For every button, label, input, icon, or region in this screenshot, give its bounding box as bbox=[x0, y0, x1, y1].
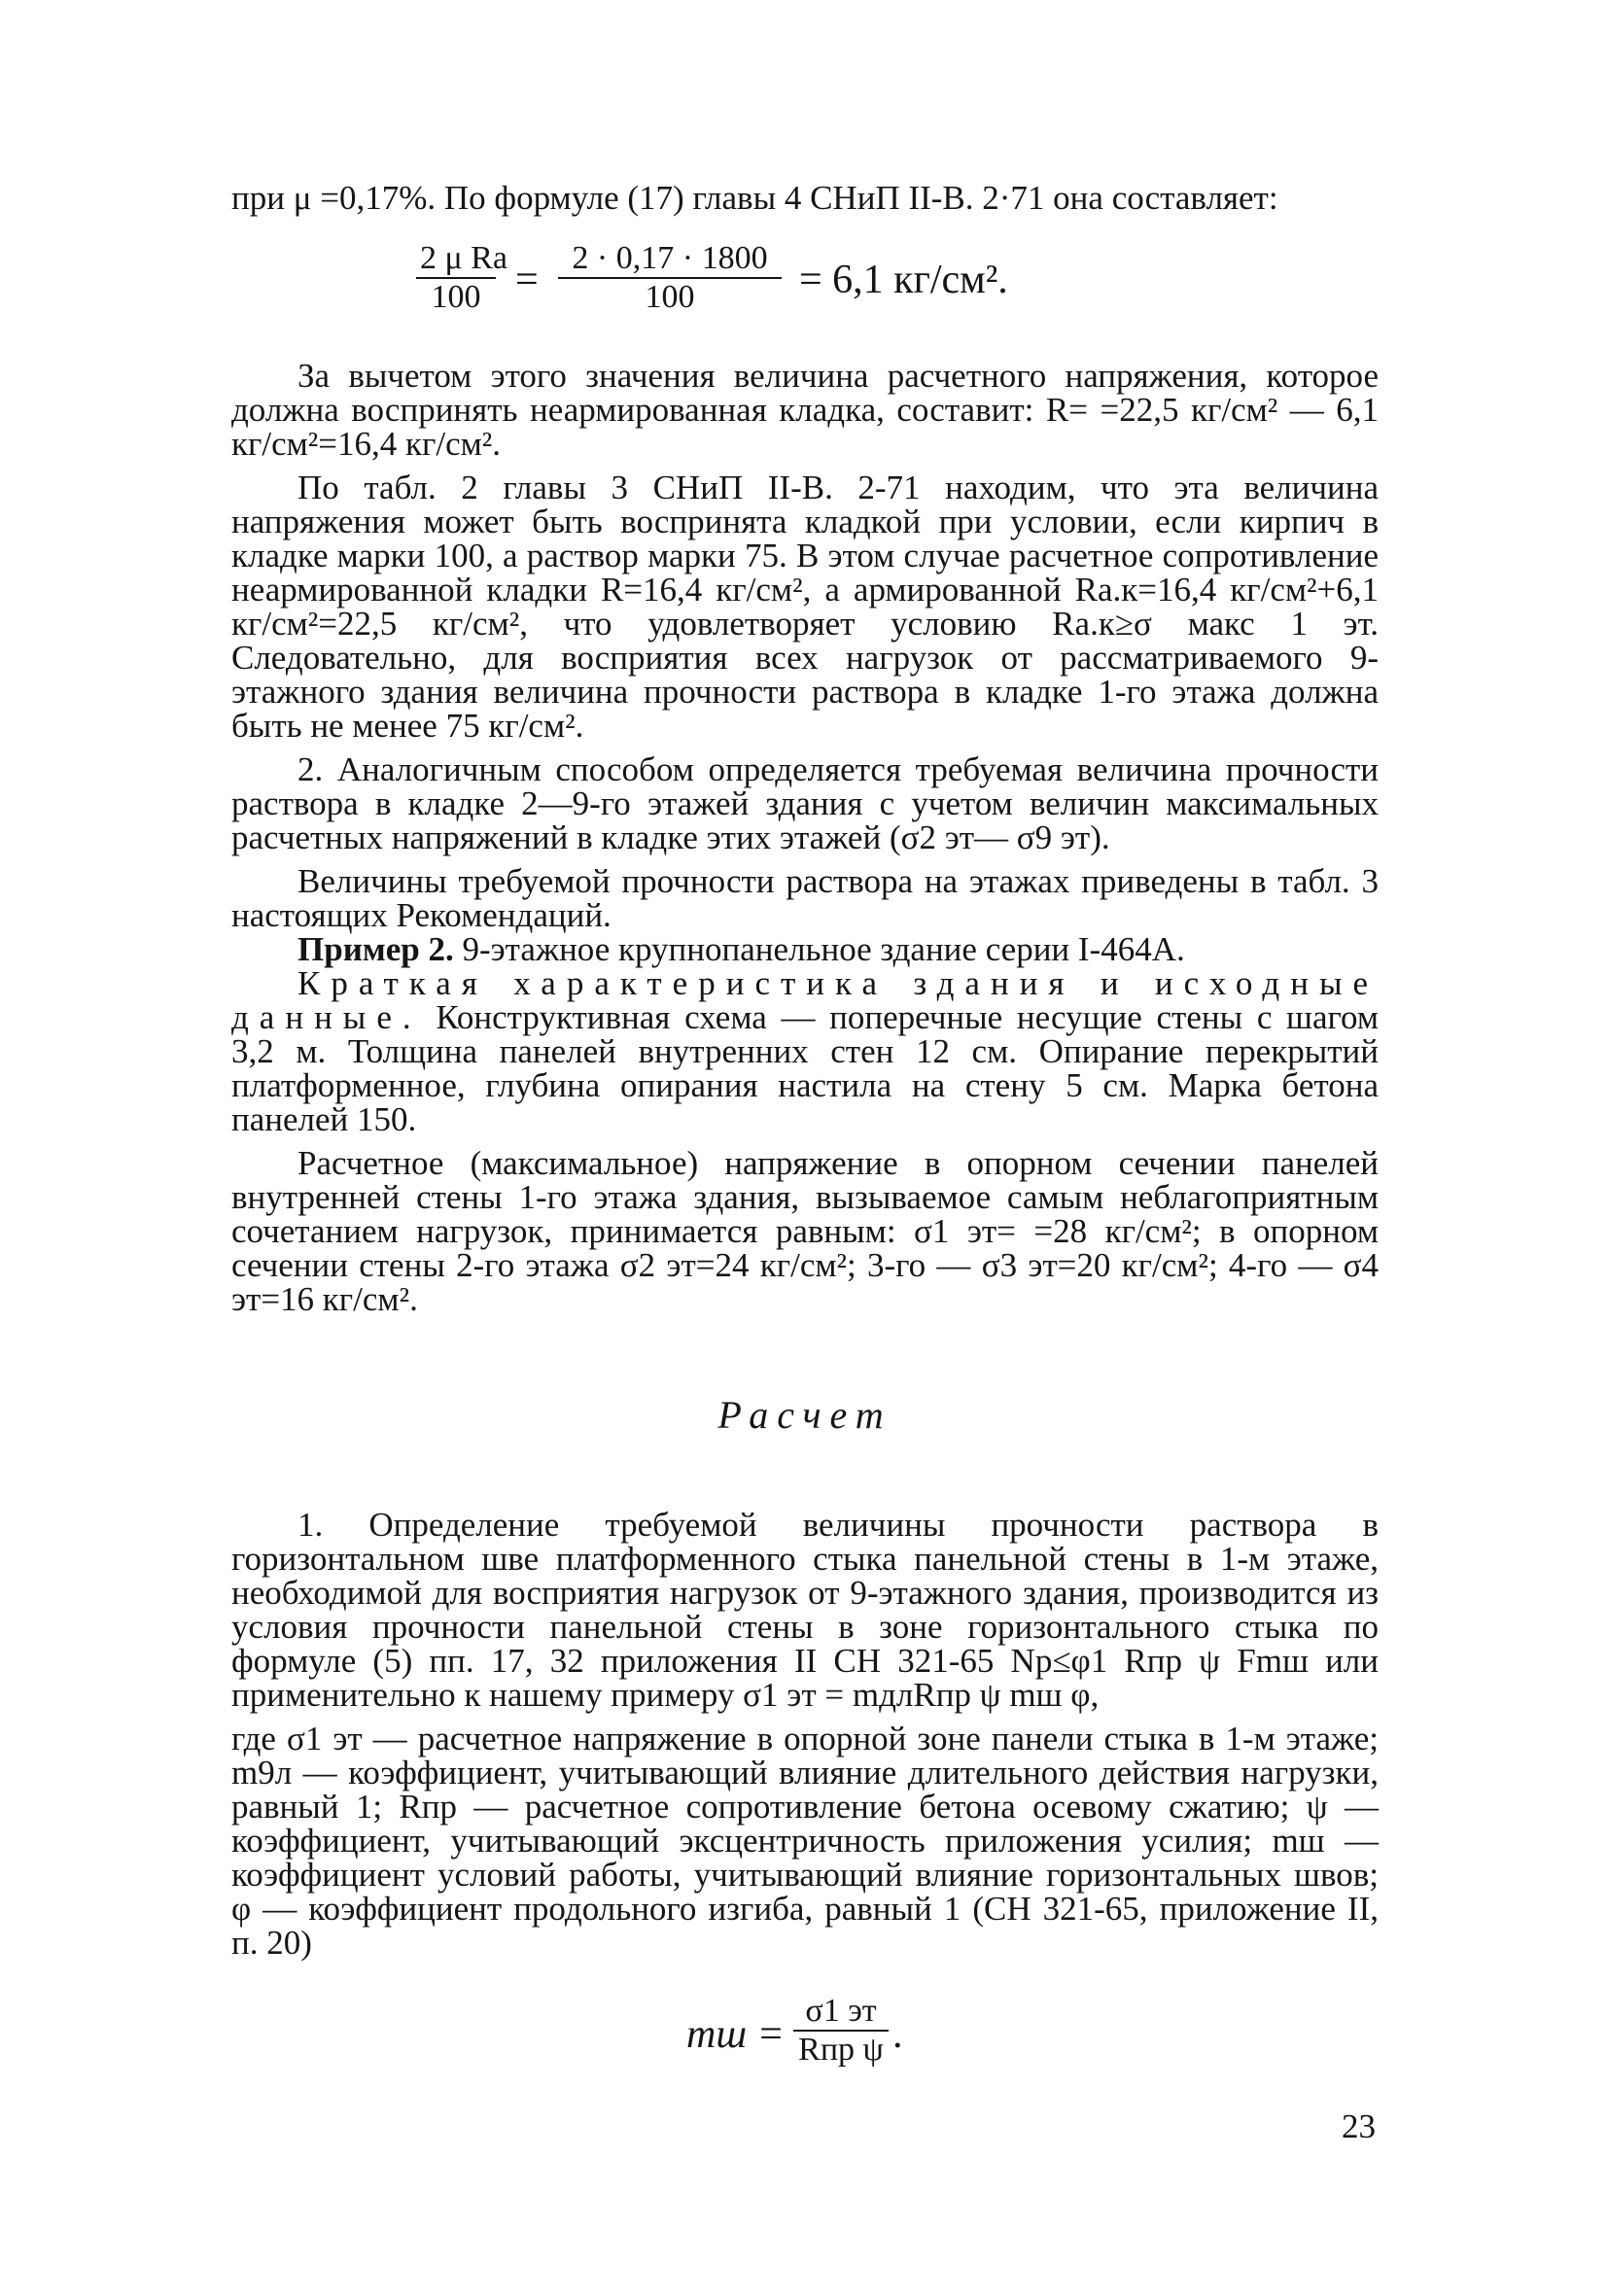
page-content bbox=[231, 181, 1379, 2117]
equals-sign: = bbox=[515, 258, 539, 302]
fraction-1-numerator: 2 μ Rа bbox=[420, 240, 507, 276]
formula-2-tail: . bbox=[892, 2012, 903, 2057]
fraction-2 bbox=[558, 240, 782, 316]
fraction-2-numerator: 2 · 0,17 · 1800 bbox=[572, 240, 768, 276]
paragraph-7-text: Конструктивная схема — поперечные несущие стены с шагом 3,2 м. Толщина панелей внутренних стен 12 см. Опирание перекрытий платформенное, глубина опирания настила на стену 5 см. Марка бетона панелей 150. bbox=[231, 998, 1379, 1138]
paragraph-4: 2. Аналогичным способом определяется требуемая величина прочности раствора в кладке 2—9-го этажей здания с учетом величин максимальных расчетных напряжений в кладке этих этажей (σ2 эт— σ9 эт). bbox=[231, 750, 1379, 856]
paragraph-7 bbox=[231, 966, 1379, 1136]
paragraph-6 bbox=[231, 932, 1379, 966]
fraction-3 bbox=[793, 1993, 889, 2069]
page-number: 23 bbox=[1342, 2107, 1376, 2145]
formula-2-lhs: mш = bbox=[686, 2012, 785, 2057]
paragraph-3: По табл. 2 главы 3 СНиП II-В. 2-71 находим, что эта величина напряжения может быть воспринята кладкой при условии, если кирпич в кладке марки 100, а раствор марки 75. В этом случае расчетное сопротивление неармированной кладки R=16,4 кг/см², а армированной Rа.к=16,4 кг/см²+6,1 кг/см²=22,5 кг/см², что удовлетворяет условию Rа.к≥σ макс 1 эт. Следовательно, для восприятия всех нагрузок от рассматриваемого 9-этажного здания величина прочности раствора в кладке 1-го этажа должна быть не менее 75 кг/см². bbox=[231, 469, 1379, 745]
formula-2 bbox=[231, 1981, 1379, 2088]
paragraph-2: За вычетом этого значения величина расчетного напряжения, которое должна воспринять неармированная кладка, составит: R= =22,5 кг/см² — 6,1 кг/см²=16,4 кг/см². bbox=[231, 357, 1379, 463]
fraction-2-denominator: 100 bbox=[558, 277, 782, 316]
fraction-1 bbox=[416, 240, 507, 316]
paragraph-9: 1. Определение требуемой величины прочности раствора в горизонтальном шве платформенного стыка панельной стены в 1-м этаже, необходимой для восприятия нагрузок от 9-этажного здания, производится из условия прочности панельной стены в зоне горизонтального стыка по формуле (5) пп. 17, 32 приложения II СН 321-65 Nр≤φ1 Rпр ψ Fmш или применительно к нашему примеру σ1 эт = mдлRпр ψ mш φ, bbox=[231, 1506, 1379, 1714]
fraction-3-numerator: σ1 эт bbox=[805, 1993, 877, 2029]
paragraph-5: Величины требуемой прочности раствора на этажах приведены в табл. 3 настоящих Рекомендаций. bbox=[231, 862, 1379, 934]
example-label: Пример 2. bbox=[297, 930, 454, 968]
fraction-3-denominator: Rпр ψ bbox=[793, 2030, 889, 2069]
paragraph-10: где σ1 эт — расчетное напряжение в опорной зоне панели стыка в 1-м этаже; m9л — коэффициент, учитывающий влияние длительного действия нагрузки, равный 1; Rпр — расчетное сопротивление бетона осевому сжатию; ψ — коэффициент, учитывающий эксцентричность приложения усилия; mш — коэффициент условий работы, учитывающий влияние горизонтальных швов; φ — коэффициент продольного изгиба, равный 1 (СН 321-65, приложение II, п. 20) bbox=[231, 1720, 1379, 1962]
example-text: 9-этажное крупнопанельное здание серии I-464А. bbox=[462, 930, 1185, 968]
formula-1 bbox=[231, 232, 1379, 330]
fraction-1-denominator: 100 bbox=[416, 277, 496, 316]
spaced-heading: Краткая характеристика здания и исходные данные. bbox=[231, 964, 1379, 1036]
formula-1-result: = 6,1 кг/см². bbox=[799, 258, 1008, 302]
paragraph-8: Расчетное (максимальное) напряжение в опорном сечении панелей внутренней стены 1-го этажа здания, вызываемое самым неблагоприятным сочетанием нагрузок, принимается равным: σ1 эт= =28 кг/см²; в опорном сечении стены 2-го этажа σ2 эт=24 кг/см²; 3-го — σ3 эт=20 кг/см²; 4-го — σ4 эт=16 кг/см². bbox=[231, 1144, 1379, 1318]
section-title: Расчет bbox=[717, 1393, 892, 1437]
paragraph-1: при μ =0,17%. По формуле (17) главы 4 СНиП II-В. 2·71 она составляет: bbox=[231, 179, 1278, 217]
